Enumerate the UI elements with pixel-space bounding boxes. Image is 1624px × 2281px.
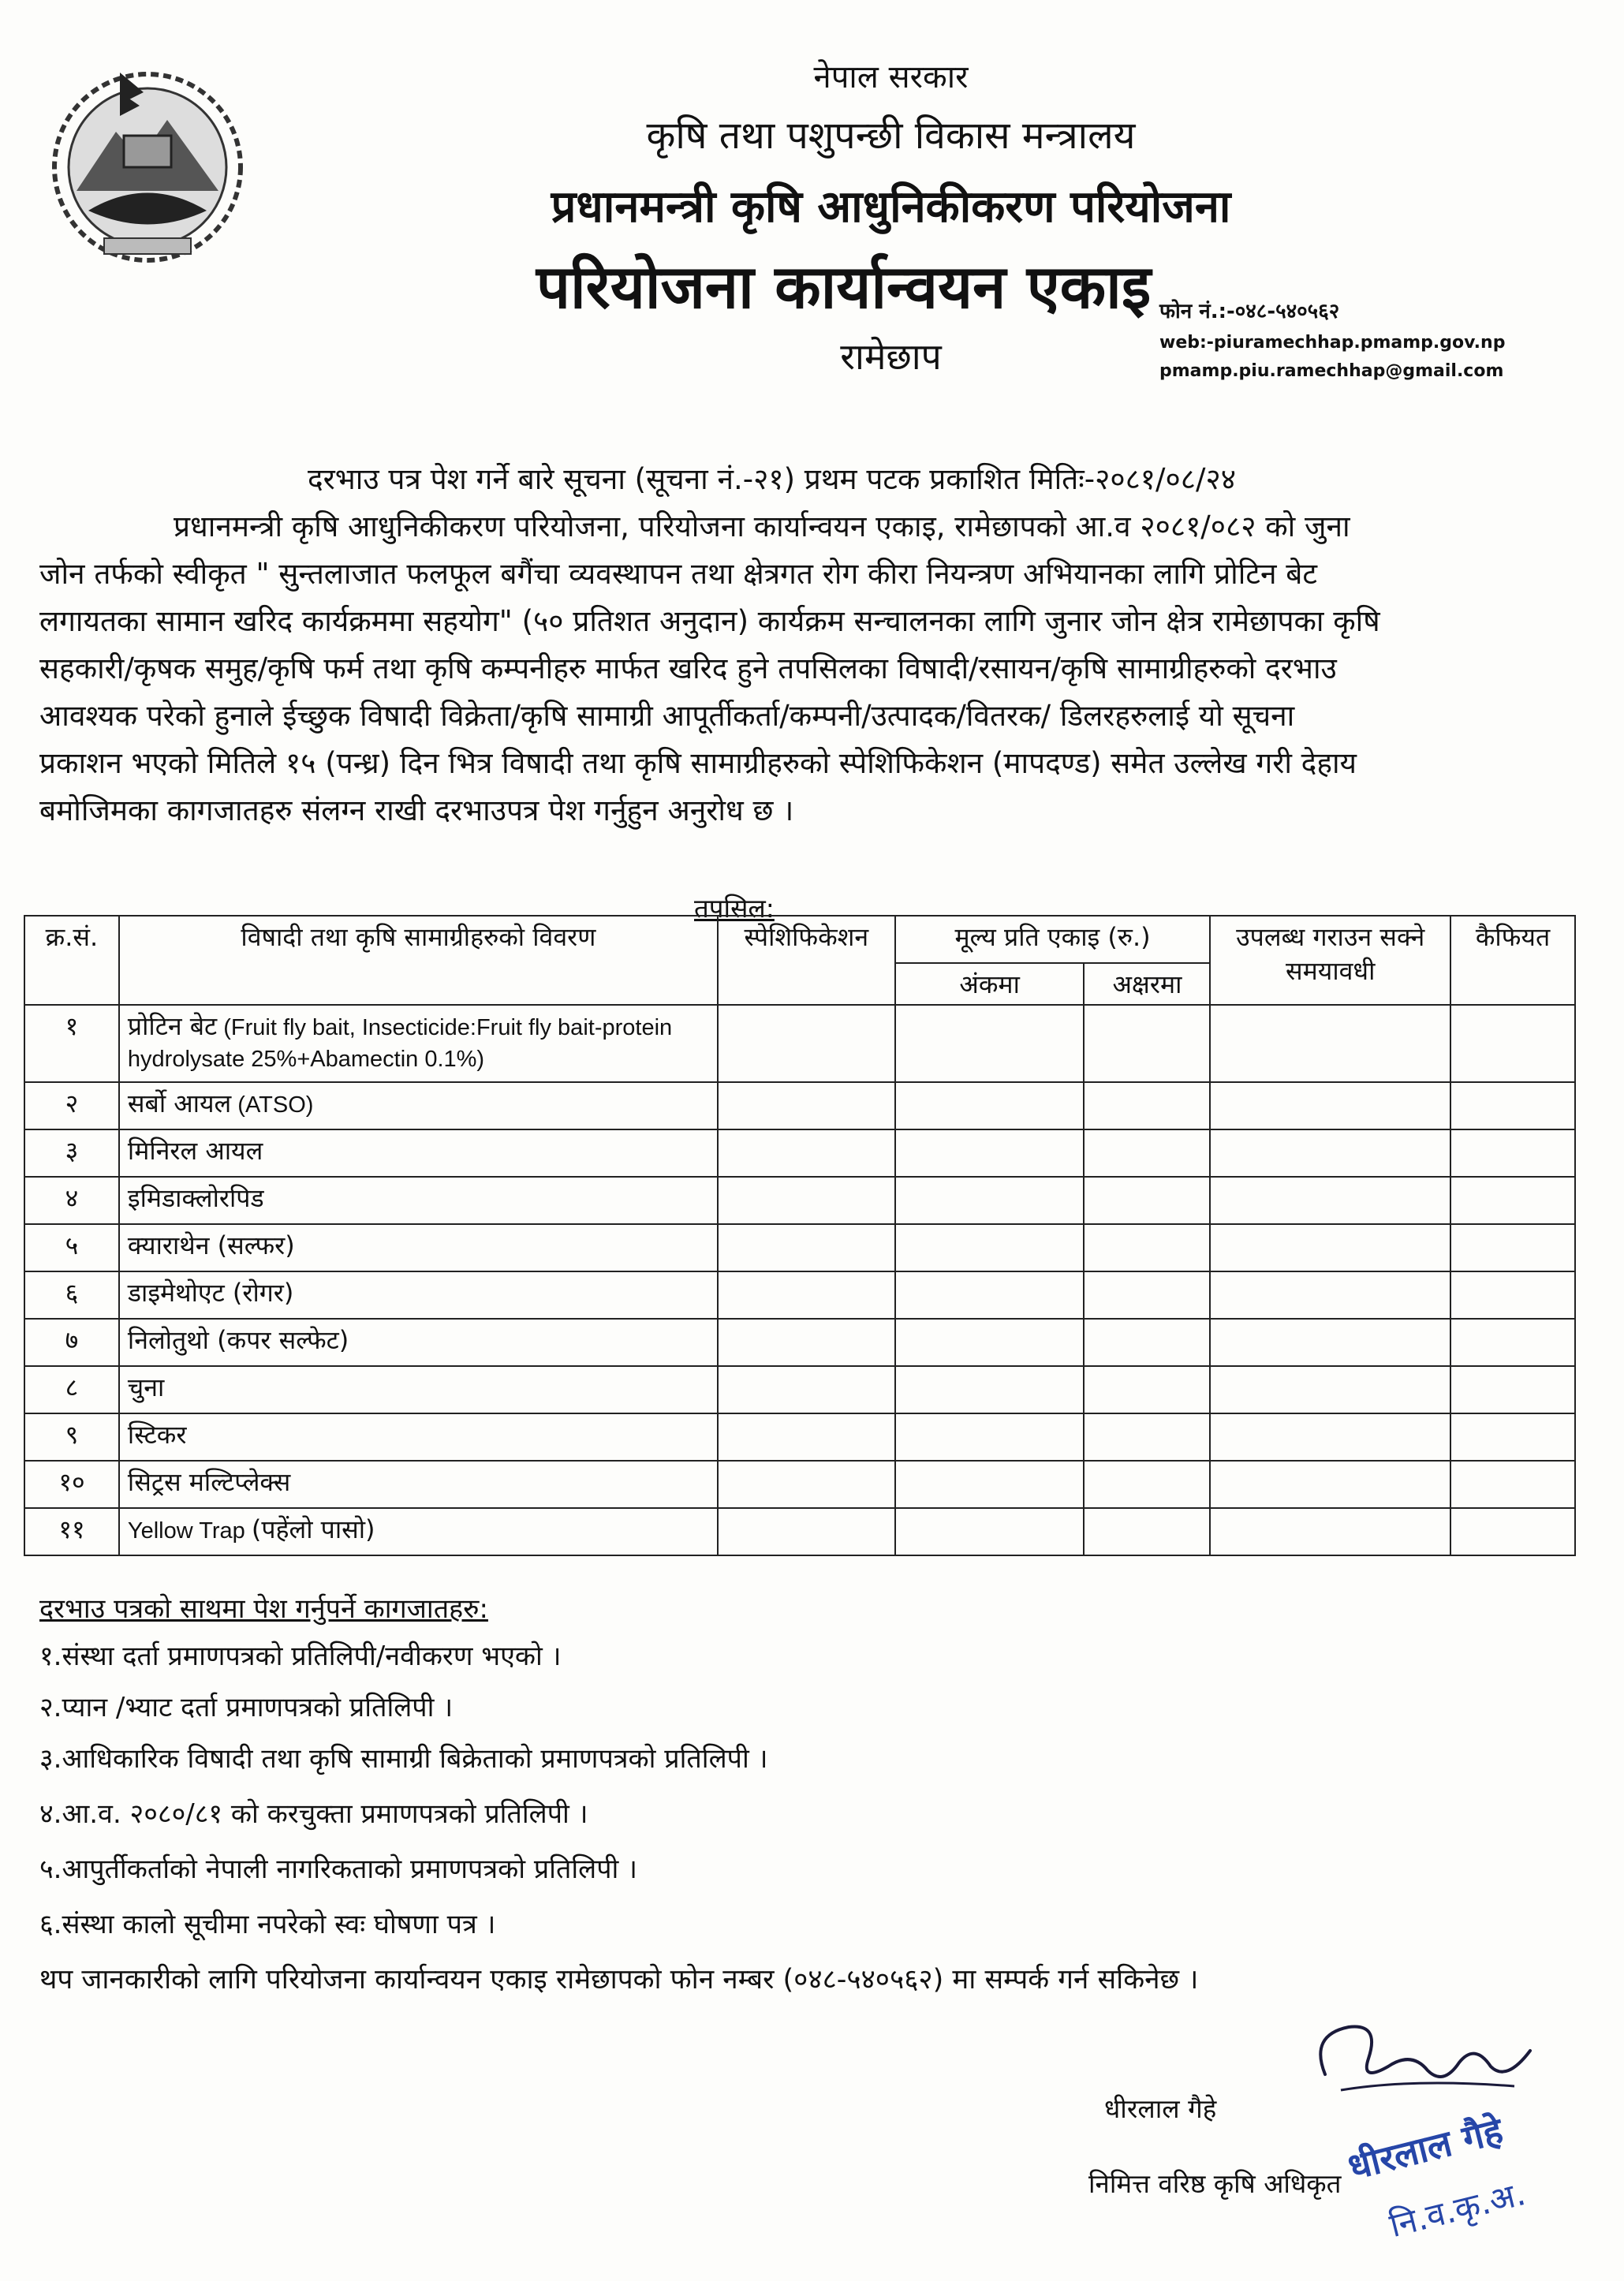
table-row <box>24 1177 1575 1224</box>
item-name: स्टिकर <box>127 1420 187 1450</box>
official-stamp <box>1341 2074 1577 2248</box>
table-row <box>24 1508 1575 1555</box>
row-sn: १० <box>24 1461 119 1508</box>
row-description <box>119 1413 718 1461</box>
notice-line: लगायतका सामान खरिद कार्यक्रममा सहयोग" (५० प्रतिशत अनुदान) कार्यक्रम सन्चालनका लागि जुनार जोन क्षेत्र रामेछापका कृषि <box>39 604 1380 638</box>
row-description <box>119 1271 718 1319</box>
words-cell[interactable] <box>1084 1224 1210 1271</box>
remarks-cell[interactable] <box>1450 1129 1575 1177</box>
ministry-name: कृषि तथा पशुपन्छी विकास मन्त्रालय <box>646 114 1136 158</box>
row-description <box>119 1177 718 1224</box>
stamp-title: नि.व.कृ.अ. <box>1385 2174 1529 2246</box>
words-cell[interactable] <box>1084 1129 1210 1177</box>
spec-cell[interactable] <box>718 1319 895 1366</box>
row-sn: ५ <box>24 1224 119 1271</box>
header-in-words: अक्षरमा <box>1084 963 1210 1005</box>
contact-footer: थप जानकारीको लागि परियोजना कार्यान्वयन एकाइ रामेछापको फोन नम्बर (०४८-५४०५६२) मा सम्पर्क गर्न सकिनेछ । <box>39 1964 1199 1995</box>
notice-title: दरभाउ पत्र पेश गर्ने बारे सूचना (सूचना नं.-२१) प्रथम पटक प्रकाशित मितिः-२०८१/०८/२४ <box>308 462 1236 496</box>
words-cell[interactable] <box>1084 1413 1210 1461</box>
row-sn: ६ <box>24 1271 119 1319</box>
row-description <box>119 1005 718 1082</box>
items-table <box>24 915 1576 1556</box>
unit-name: परियोजना कार्यान्वयन एकाइ <box>536 252 1152 322</box>
remarks-cell[interactable] <box>1450 1413 1575 1461</box>
item-name: क्याराथेन (सल्फर) <box>127 1230 295 1260</box>
words-cell[interactable] <box>1084 1319 1210 1366</box>
notice-line: जोन तर्फको स्वीकृत " सुन्तलाजात फलफूल बगैंचा व्यवस्थापन तथा क्षेत्रगत रोग कीरा नियन्त्रण अभियानका लागि प्रोटिन बेट <box>39 557 1318 591</box>
figures-cell[interactable] <box>895 1005 1085 1082</box>
row-description <box>119 1366 718 1413</box>
figures-cell[interactable] <box>895 1461 1085 1508</box>
header-delivery-time: उपलब्ध गराउन सक्ने समयावधी <box>1210 916 1450 1005</box>
row-sn: ४ <box>24 1177 119 1224</box>
row-description <box>119 1082 718 1129</box>
table-row <box>24 1082 1575 1129</box>
header-specification: स्पेशिफिकेशन <box>718 916 895 1005</box>
table-row <box>24 1129 1575 1177</box>
notice-line: आवश्यक परेको हुनाले ईच्छुक विषादी विक्रेता/कृषि सामाग्री आपूर्तीकर्ता/कम्पनी/उत्पादक/वितरक/ डिलरहरुलाई यो सूचना <box>39 699 1295 733</box>
row-description <box>119 1508 718 1555</box>
item-name: प्रोटिन बेट <box>127 1011 218 1041</box>
figures-cell[interactable] <box>895 1082 1085 1129</box>
delivery-cell[interactable] <box>1210 1129 1450 1177</box>
figures-cell[interactable] <box>895 1319 1085 1366</box>
remarks-cell[interactable] <box>1450 1508 1575 1555</box>
spec-cell[interactable] <box>718 1129 895 1177</box>
government-name: नेपाल सरकार <box>813 59 969 95</box>
delivery-cell[interactable] <box>1210 1319 1450 1366</box>
delivery-cell[interactable] <box>1210 1177 1450 1224</box>
notice-line: सहकारी/कृषक समुह/कृषि फर्म तथा कृषि कम्पनीहरु मार्फत खरिद हुने तपसिलका विषादी/रसायन/कृषि सामाग्रीहरुको दरभाउ <box>39 651 1337 685</box>
spec-cell[interactable] <box>718 1177 895 1224</box>
row-sn: १ <box>24 1005 119 1082</box>
notice-line: बमोजिमका कागजातहरु संलग्न राखी दरभाउपत्र पेश गर्नुहुन अनुरोध छ । <box>39 793 794 827</box>
header-remarks: कैफियत <box>1450 916 1575 1005</box>
document-item: ३.आधिकारिक विषादी तथा कृषि सामाग्री बिक्रेताको प्रमाणपत्रको प्रतिलिपी । <box>39 1743 768 1775</box>
table-row <box>24 1319 1575 1366</box>
table-row <box>24 1461 1575 1508</box>
documents-heading: दरभाउ पत्रको साथमा पेश गर्नुपर्ने कागजातहरु: <box>39 1593 488 1625</box>
words-cell[interactable] <box>1084 1082 1210 1129</box>
spec-cell[interactable] <box>718 1005 895 1082</box>
document-item: ४.आ.व. २०८०/८१ को करचुक्ता प्रमाणपत्रको प्रतिलिपी । <box>39 1798 588 1830</box>
notice-line: प्रकाशन भएको मितिले १५ (पन्ध्र) दिन भित्र विषादी तथा कृषि सामाग्रीहरुको स्पेशिफिकेशन (मापदण्ड) समेत उल्लेख गरी देहाय <box>39 746 1357 780</box>
row-description <box>119 1319 718 1366</box>
figures-cell[interactable] <box>895 1224 1085 1271</box>
row-sn: २ <box>24 1082 119 1129</box>
spec-cell[interactable] <box>718 1413 895 1461</box>
words-cell[interactable] <box>1084 1461 1210 1508</box>
header-in-figures: अंकमा <box>895 963 1085 1005</box>
row-description <box>119 1129 718 1177</box>
delivery-cell[interactable] <box>1210 1508 1450 1555</box>
table-row <box>24 1366 1575 1413</box>
remarks-cell[interactable] <box>1450 1224 1575 1271</box>
row-description <box>119 1461 718 1508</box>
header-description: विषादी तथा कृषि सामाग्रीहरुको विवरण <box>119 916 718 1005</box>
spec-cell[interactable] <box>718 1461 895 1508</box>
table-caption: तपसिल: <box>694 893 775 924</box>
remarks-cell[interactable] <box>1450 1461 1575 1508</box>
spec-cell[interactable] <box>718 1366 895 1413</box>
header-sn: क्र.सं. <box>24 916 119 1005</box>
item-name: सिट्रस मल्टिप्लेक्स <box>127 1467 291 1497</box>
words-cell[interactable] <box>1084 1271 1210 1319</box>
document-item: २.प्यान /भ्याट दर्ता प्रमाणपत्रको प्रतिलिपी । <box>39 1692 454 1723</box>
figures-cell[interactable] <box>895 1177 1085 1224</box>
notice-line: प्रधानमन्त्री कृषि आधुनिकीकरण परियोजना, परियोजना कार्यान्वयन एकाइ, रामेछापको आ.व २०८१/०८२ को जुना <box>174 510 1350 543</box>
document-item: ५.आपुर्तीकर्ताको नेपाली नागरिकताको प्रमाणपत्रको प्रतिलिपी । <box>39 1854 638 1885</box>
district-name: रामेछाप <box>840 335 942 378</box>
remarks-cell[interactable] <box>1450 1366 1575 1413</box>
contact-web: web:-piuramechhap.pmamp.gov.np <box>1159 333 1506 353</box>
item-name: इमिडाक्लोरपिड <box>127 1183 264 1213</box>
signatory-title: निमित्त वरिष्ठ कृषि अधिकृत <box>1088 2168 1342 2199</box>
spec-cell[interactable] <box>718 1271 895 1319</box>
remarks-cell[interactable] <box>1450 1082 1575 1129</box>
delivery-cell[interactable] <box>1210 1224 1450 1271</box>
item-name: चुना <box>127 1372 165 1402</box>
item-name: सर्बो आयल <box>127 1088 232 1118</box>
item-name: मिनिरल आयल <box>127 1136 263 1166</box>
row-sn: ८ <box>24 1366 119 1413</box>
table-row <box>24 1224 1575 1271</box>
notice-body <box>39 503 1585 834</box>
delivery-cell[interactable] <box>1210 1271 1450 1319</box>
row-sn: ११ <box>24 1508 119 1555</box>
row-sn: ३ <box>24 1129 119 1177</box>
figures-cell[interactable] <box>895 1129 1085 1177</box>
words-cell[interactable] <box>1084 1366 1210 1413</box>
spec-cell[interactable] <box>718 1082 895 1129</box>
figures-cell[interactable] <box>895 1413 1085 1461</box>
table-row <box>24 1005 1575 1082</box>
row-description <box>119 1224 718 1271</box>
figures-cell[interactable] <box>895 1508 1085 1555</box>
words-cell[interactable] <box>1084 1177 1210 1224</box>
document-item: १.संस्था दर्ता प्रमाणपत्रको प्रतिलिपी/नवीकरण भएको । <box>39 1641 562 1672</box>
item-name: डाइमेथोएट (रोगर) <box>127 1278 294 1308</box>
delivery-cell[interactable] <box>1210 1005 1450 1082</box>
figures-cell[interactable] <box>895 1366 1085 1413</box>
words-cell[interactable] <box>1084 1508 1210 1555</box>
row-sn: ९ <box>24 1413 119 1461</box>
words-cell[interactable] <box>1084 1005 1210 1082</box>
remarks-cell[interactable] <box>1450 1177 1575 1224</box>
table-row <box>24 1413 1575 1461</box>
header-unit-price: मूल्य प्रति एकाइ (रु.) <box>895 916 1211 963</box>
item-english: (Fruit fly bait, Insecticide:Fruit fly bait-protein hydrolysate 25%+Abamectin 0.1%) <box>127 1015 673 1072</box>
row-sn: ७ <box>24 1319 119 1366</box>
remarks-cell[interactable] <box>1450 1319 1575 1366</box>
spec-cell[interactable] <box>718 1224 895 1271</box>
stamp-name: धीरलाल गैहे <box>1343 2108 1507 2189</box>
delivery-cell[interactable] <box>1210 1082 1450 1129</box>
contact-email: pmamp.piu.ramechhap@gmail.com <box>1159 361 1504 381</box>
remarks-cell[interactable] <box>1450 1005 1575 1082</box>
item-english: Yellow Trap <box>127 1518 252 1544</box>
document-item: ६.संस्था कालो सूचीमा नपरेको स्वः घोषणा पत्र । <box>39 1909 496 1940</box>
delivery-cell[interactable] <box>1210 1366 1450 1413</box>
item-name: निलोतुथो (कपर सल्फेट) <box>127 1325 349 1355</box>
item-english: (ATSO) <box>231 1092 314 1118</box>
signatory-name: धीरलाल गैहे <box>1104 2093 1217 2124</box>
figures-cell[interactable] <box>895 1271 1085 1319</box>
table-row <box>24 1271 1575 1319</box>
item-name: (पहेंलो पासो) <box>251 1514 375 1544</box>
remarks-cell[interactable] <box>1450 1271 1575 1319</box>
spec-cell[interactable] <box>718 1508 895 1555</box>
contact-phone: फोन नं.:-०४८-५४०५६२ <box>1159 300 1340 323</box>
project-name: प्रधानमन्त्री कृषि आधुनिकीकरण परियोजना <box>551 181 1231 233</box>
delivery-cell[interactable] <box>1210 1461 1450 1508</box>
delivery-cell[interactable] <box>1210 1413 1450 1461</box>
